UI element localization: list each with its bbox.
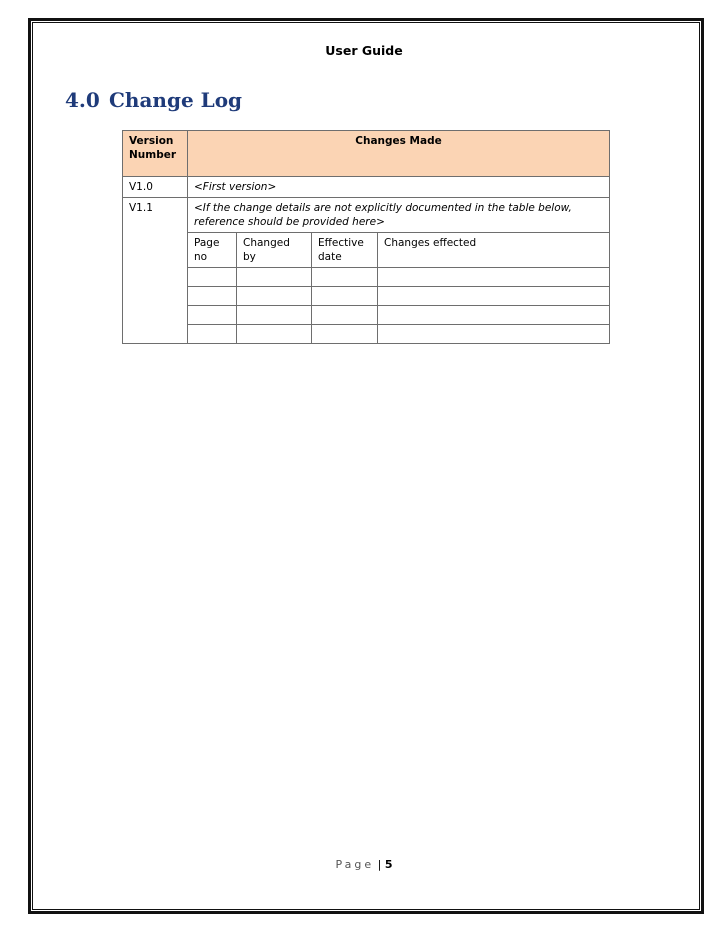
description-cell: <First version> bbox=[188, 177, 610, 198]
header-version-number bbox=[123, 131, 188, 177]
header-version-line2: Number bbox=[129, 149, 177, 161]
empty-cell bbox=[188, 325, 237, 344]
section-title: Change Log bbox=[109, 88, 243, 112]
empty-cell bbox=[312, 268, 378, 287]
empty-cell bbox=[237, 325, 312, 344]
empty-cell bbox=[312, 287, 378, 306]
empty-cell bbox=[312, 306, 378, 325]
table-row bbox=[123, 198, 610, 233]
table-row bbox=[123, 177, 610, 198]
version-cell: V1.1 bbox=[123, 198, 188, 344]
page-footer bbox=[0, 858, 728, 871]
sub-header-changed-by: Changed by bbox=[237, 233, 312, 268]
version-cell: V1.0 bbox=[123, 177, 188, 198]
running-header: User Guide bbox=[325, 43, 403, 58]
empty-cell bbox=[237, 268, 312, 287]
empty-cell bbox=[312, 325, 378, 344]
footer-page-word: Page bbox=[335, 858, 375, 871]
sub-table-empty-row bbox=[123, 287, 610, 306]
sub-table-header-row bbox=[123, 233, 610, 268]
empty-cell bbox=[188, 268, 237, 287]
sub-header-effective-date: Effective date bbox=[312, 233, 378, 268]
sub-header-page-no: Page no bbox=[188, 233, 237, 268]
empty-cell bbox=[188, 287, 237, 306]
section-number: 4.0 bbox=[65, 88, 100, 112]
empty-cell bbox=[378, 325, 610, 344]
sub-table-empty-row bbox=[123, 325, 610, 344]
empty-cell bbox=[378, 287, 610, 306]
header-version-line1: Version bbox=[129, 135, 174, 147]
sub-table-empty-row bbox=[123, 268, 610, 287]
footer-separator: | bbox=[377, 858, 382, 871]
footer-page-number: 5 bbox=[384, 858, 393, 871]
description-cell: <If the change details are not explicitly documented in the table below, reference should be provided here> bbox=[188, 198, 610, 233]
sub-header-changes-effected: Changes effected bbox=[378, 233, 610, 268]
table-header-row bbox=[123, 131, 610, 177]
sub-table-empty-row bbox=[123, 306, 610, 325]
empty-cell bbox=[237, 287, 312, 306]
empty-cell bbox=[378, 268, 610, 287]
empty-cell bbox=[188, 306, 237, 325]
change-log-table bbox=[122, 130, 610, 344]
section-heading bbox=[65, 88, 242, 112]
header-changes-made: Changes Made bbox=[188, 131, 610, 177]
empty-cell bbox=[237, 306, 312, 325]
empty-cell bbox=[378, 306, 610, 325]
